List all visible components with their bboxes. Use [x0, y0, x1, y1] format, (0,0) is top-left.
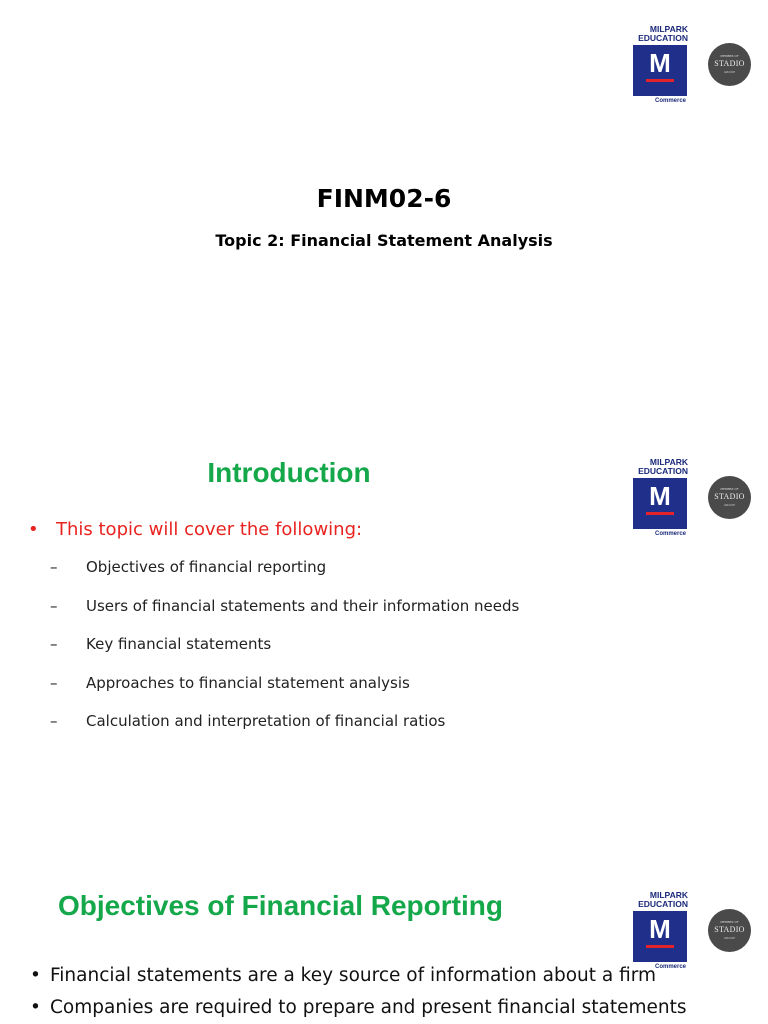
- logo-subtext: Commerce: [654, 964, 686, 970]
- logo-letter: M: [649, 481, 671, 511]
- course-code: FINM02-6: [316, 184, 452, 213]
- list-item-text: Approaches to financial statement analysis: [86, 673, 410, 692]
- stadio-badge-icon: [708, 909, 751, 952]
- badge-name: STADIO: [714, 59, 745, 68]
- dash-marker: –: [50, 558, 58, 576]
- milpark-brand-text: [632, 458, 688, 476]
- badge-bottom-text: GROUP: [724, 503, 735, 507]
- slide-objectives: [0, 866, 768, 1024]
- brand-line-1: MILPARK: [649, 24, 688, 34]
- brand-line-2: EDUCATION: [638, 899, 688, 909]
- intro-bullet-text: This topic will cover the following:: [56, 519, 363, 540]
- milpark-stadio-logo: [632, 25, 752, 107]
- objectives-list: [30, 965, 687, 1024]
- badge-top-text: MEMBER OF: [720, 920, 739, 924]
- milpark-m-logo-icon: [633, 478, 687, 529]
- milpark-stadio-logo: [632, 891, 752, 973]
- stadio-badge-icon: [708, 476, 751, 519]
- badge-top-text: MEMBER OF: [720, 54, 739, 58]
- list-item: [50, 635, 519, 674]
- logo-red-bar: [646, 79, 674, 82]
- intro-bullet: [28, 519, 362, 540]
- list-item-text: Objectives of financial reporting: [86, 558, 327, 576]
- bullet-dot: •: [28, 519, 39, 540]
- logo-subtext: Commerce: [654, 531, 686, 537]
- bullet-dot: •: [30, 965, 41, 986]
- milpark-brand-text: [632, 891, 688, 909]
- topic-title: Topic 2: Financial Statement Analysis: [215, 231, 553, 250]
- brand-line-1: MILPARK: [649, 457, 688, 467]
- list-item: [30, 965, 687, 997]
- slide-heading: Objectives of Financial Reporting: [58, 890, 503, 921]
- list-item-text: Financial statements are a key source of information about a firm: [50, 965, 657, 986]
- dash-marker: –: [50, 635, 58, 653]
- list-item: [50, 674, 519, 713]
- badge-name: STADIO: [714, 925, 745, 934]
- logo-red-bar: [646, 945, 674, 948]
- list-item-text: Users of financial statements and their information needs: [86, 596, 520, 615]
- badge-name: STADIO: [714, 492, 745, 501]
- logo-red-bar: [646, 512, 674, 515]
- badge-top-text: MEMBER OF: [720, 487, 739, 491]
- list-item: [30, 997, 687, 1024]
- list-item: [50, 558, 519, 597]
- list-item-text: Key financial statements: [86, 635, 272, 653]
- logo-letter: M: [649, 914, 671, 944]
- dash-marker: –: [50, 712, 58, 730]
- slide-heading: Introduction: [207, 457, 371, 488]
- list-item-text: Calculation and interpretation of financial ratios: [86, 712, 446, 730]
- slide-introduction: [0, 433, 768, 866]
- list-item-text: Companies are required to prepare and present financial statements: [50, 997, 687, 1018]
- brand-line-2: EDUCATION: [638, 466, 688, 476]
- dash-marker: –: [50, 596, 58, 615]
- milpark-m-logo-icon: [633, 45, 687, 96]
- milpark-m-logo-icon: [633, 911, 687, 962]
- badge-bottom-text: GROUP: [724, 70, 735, 74]
- brand-line-2: EDUCATION: [638, 33, 688, 43]
- logo-letter: M: [649, 48, 671, 78]
- stadio-badge-icon: [708, 43, 751, 86]
- logo-subtext: Commerce: [654, 98, 686, 104]
- bullet-dot: •: [30, 997, 41, 1018]
- badge-bottom-text: GROUP: [724, 936, 735, 940]
- dash-marker: –: [50, 673, 58, 692]
- milpark-stadio-logo: [632, 458, 752, 540]
- slide-title: [0, 0, 768, 433]
- milpark-brand-text: [632, 25, 688, 43]
- list-item: [50, 712, 519, 751]
- list-item: [50, 597, 519, 636]
- topic-list: [50, 558, 519, 751]
- brand-line-1: MILPARK: [649, 890, 688, 900]
